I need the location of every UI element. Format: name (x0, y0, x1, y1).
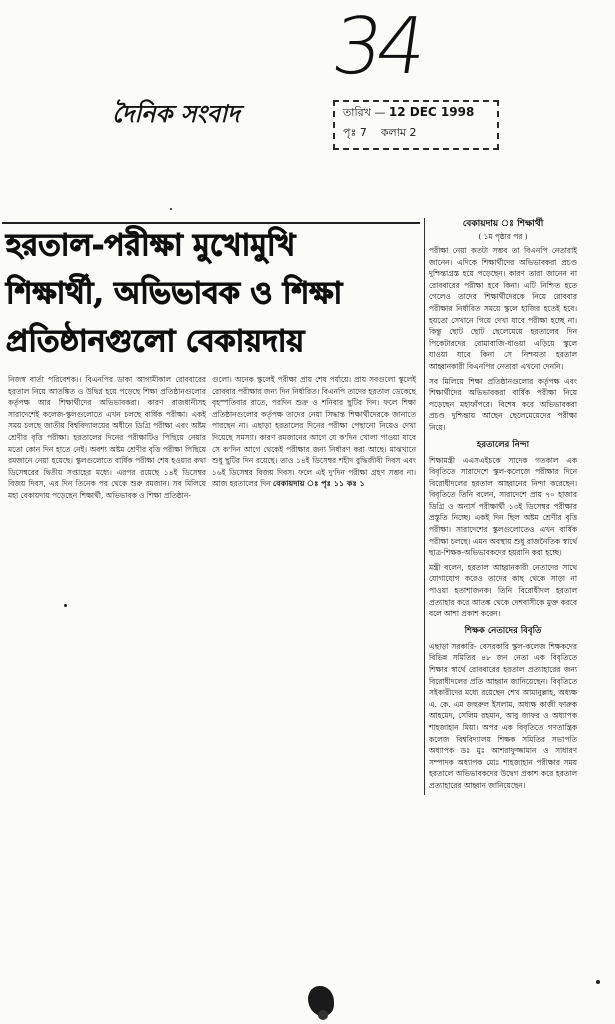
ink-blot-drip (318, 1010, 328, 1020)
newspaper-masthead: দৈনিক সংবাদ (112, 99, 240, 128)
stamp-column-label: কলাম (380, 126, 407, 139)
continuation-heading: বেকায়দায় ঃ শিক্ষার্থী (462, 219, 544, 229)
stamp-separator: — (374, 106, 386, 119)
article-column-2 (212, 374, 416, 490)
continuation-paragraph-2: সব মিলিয়ে শিক্ষা প্রতিষ্ঠানগুলোর কর্তৃপক্ষ এবং শিক্ষার্থীদের অভিভাবকরা বার্ষিক পরীক্ষা নিয়ে পড়েছেন মহাফাঁপরে। বিশেষ করে অভিভাবকরা প্রচণ্ড দুশ্চিন্তায় আছেন ছেলেমেয়েদের পরীক্ষা নিয়ে। (429, 376, 577, 432)
stamp-date-value: 12 DEC 1998 (388, 105, 475, 119)
continuation-subheading: ( ১ম পৃষ্ঠার পর ) (478, 232, 528, 241)
article-headline (6, 222, 412, 366)
headline-line-2: শিক্ষার্থী, অভিভাবক ও শিক্ষা (6, 276, 343, 311)
condemnation-subheading: হরতালের নিন্দা (476, 439, 530, 450)
article-column-1: নিজস্ব বার্তা পরিবেশক।। বিএনপির ডাকা আগামীকাল রোববারের হরতাল নিয়ে আতঙ্কিত ও উদ্বিগ্ন হয়ে পড়েছে শিক্ষা প্রতিষ্ঠানগুলোর কর্তৃপক্ষ আর শিক্ষার্থীদের অভিভাবকরা। কারণ রাজধানীসহ সারাদেশেই কলেজ-স্কুলগুলোতে এখন চলছে বার্ষিক পরীক্ষা। একই সময় চলছে জাতীয় বিশ্ববিদ্যালয়ের অধীনে ডিগ্রি পরীক্ষা এবং অষ্টম শ্রেণীর বৃত্তি পরীক্ষা। হরতালের দিনের পরীক্ষাটিও পিছিয়ে নেয়ার মতো কোন দিন হাতে নেই। অবশ্য অষ্টম শ্রেণীর বৃত্তি পরীক্ষা পিছিয়ে রমজানে নেয়া হয়েছে। স্কুলগুলোতে বার্ষিক পরীক্ষা শেষ হওয়ার কথা ডিসেম্বরের দ্বিতীয় সপ্তাহের মধ্যে। এরপর রয়েছে ১৪ই ডিসেম্বর বিজয় দিবস, এর দিন তিনেক পর থেকে শুরু রমজান। সব মিলিয়ে মহা বেকায়দায় পড়েছেন শিক্ষার্থী, অভিভাবক ও শিক্ষা প্রতিষ্ঠান- (8, 375, 206, 500)
scan-speck (170, 208, 172, 210)
headline-line-1: হরতাল-পরীক্ষা মুখোমুখি (6, 228, 296, 263)
condemnation-paragraph-2: মন্ত্রী বলেন, হরতাল আহ্বানকারী নেতাদের সাথে যোগাযোগ করেও তাদের কাছ থেকে সাড়া না পাওয়া হতাশাজনক। তিনি বিরোধীদল হরতাল প্রত্যাহার করে আতঙ্ক থেকে দেশবাসীকে মুক্ত করবে বলে আশা প্রকাশ করেন। (429, 562, 577, 619)
stamp-date-row (343, 104, 474, 123)
continuation-paragraph-1: পরীক্ষা নেয়া কতটা সম্ভব তা বিএনপি নেতারাই জানেন। এদিকে শিক্ষার্থীদের অভিভাবকরা প্রচণ্ড দুশ্চিন্তাগ্রস্ত হয়ে পড়েছেন। কারণ তারা জানেন না রোববারের পরীক্ষা হবে কিনা। এটি নিশ্চিত হতে গেলেও তাদের শিক্ষার্থীদেরকে নিয়ে রোববার পরীক্ষার নির্ধারিত সময়ে স্কুলে হাজির হতেই হবে। হয়তো সেখানে গিয়ে দেখা যাবে পরীক্ষা হচ্ছে না। কিন্তু ছোট ছোট ছেলেমেয়ে হরতালের দিন পিকেটারদের বোমাবাজি-ধাওয়া এড়িয়ে স্কুলে যাওয়া যাবে কিনা সে নিশ্চয়তা হরতাল আহ্বানকারী বিএনপির নেতারা এখনো দেননি। (429, 246, 577, 371)
teachers-statement-subheading: শিক্ষক নেতাদের বিবৃতি (464, 625, 542, 636)
continuation-column (424, 218, 577, 795)
continued-on-label: বেকায়দায় ঃ পৃঃ ১১ কঃ ১ (272, 479, 365, 489)
article-column-2-text: গুলো। অনেক স্কুলেই পরীক্ষা প্রায় শেষ পর্যায়ে। প্রায় সবগুলো স্কুলেই রোববার পরীক্ষার জন্য দিন নির্ধারিত। বিএনপি তাদের হরতাল ডেকেছে বৃহস্পতিবার রাতে, পরদিন শুক্র ও শনিবার ছুটির দিন। ফলে শিক্ষা প্রতিষ্ঠানগুলোর কর্তৃপক্ষ তাদের নেয়া সিদ্ধান্ত শিক্ষার্থীদেরকে জানাতে পারছেন না। এছাড়া হরতালের দিনের পরীক্ষা পেছানো নিয়েও দেখা দিয়েছে সমস্যা। কারণ রমজানের আগে যে ক'দিন খোলা পাওয়া যাবে সে ক'দিন আগে থেকেই পরীক্ষার জন্য নির্ধারণ করা আছে। মাঝখানে শুধু ছুটির দিন রয়েছে। তাও ১৪ই ডিসেম্বর শহীদ বুদ্ধিজীবী দিবস এবং ১৬ই ডিসেম্বর বিজয় দিবস। ফলে এই দু'দিন পরীক্ষা গ্রহণ সম্ভব না। আজ হরতালের দিন (212, 375, 416, 489)
stamp-column-value: 2 (409, 126, 417, 139)
stamp-date-label: তারিখ (343, 106, 371, 119)
condemnation-paragraph-1: শিক্ষামন্ত্রী এএসএইচকে সাদেক গতকাল এক বিবৃতিতে সারাদেশে স্কুল-কলেজে পরীক্ষার দিনে বিরোধীদলের হরতাল আহ্বানের নিন্দা করেছেন। বিবৃতিতে তিনি বলেন, সারাদেশে প্রায় ৭০ হাজার ডিগ্রি ও অনার্স পরীক্ষার্থী ১৩ই ডিসেম্বর পরীক্ষার প্রস্তুতি নিচ্ছে। একই দিন ছিল অষ্টম শ্রেণীর বৃত্তি পরীক্ষা। সারাদেশের স্কুলগুলোতেও এখন বার্ষিক পরীক্ষা চলছে। এমন অবস্থায় শুধু রাজনৈতিক স্বার্থে ছাত্র-শিক্ষক-অভিভাবকদের হয়রানি করা হচ্ছে। (429, 455, 577, 558)
stamp-page-label: পৃঃ (343, 126, 357, 139)
handwritten-page-number: 34 (326, 2, 427, 92)
headline-line-3: প্রতিষ্ঠানগুলো বেকায়দায় (6, 324, 305, 359)
scan-speck (596, 980, 600, 984)
stamp-page-value: 7 (359, 126, 367, 139)
teachers-statement-paragraph: এছাড়া সরকারি- বেসরকারি স্কুল-কলেজ শিক্ষকদের বিভিন্ন সমিতির ৪৮ জন নেতা এক বিবৃতিতে শিক্ষার স্বার্থে রোববারের হরতাল প্রত্যাহারের জন্য বিরোধীদলের প্রতি আহ্বান জানিয়েছেন। বিবৃতিতে সইকারীদের মধ্যে রয়েছেন শেখ আমানুল্লাহ, অধ্যক্ষ এ. কে. এম জহুরুল ইসলাম, অধ্যক্ষ কাজী ফারুক আহমেদ, সেলিম রহমান, আবু জাফর ও অধ্যাপক শাহজাহান মিয়া। অপর এক বিবৃতিতে গণতান্ত্রিক কলেজ বিশ্ববিদ্যালয় শিক্ষক সমিতির সভাপতি অধ্যাপক ডঃ মুঃ আশরাফুজ্জামান ও সাধারণ সম্পাদক অধ্যাপক মোঃ শাহজাহান পরীক্ষার সময় হরতালে অভিভাবকদের উদ্বেগ প্রকাশ করে হরতাল প্রত্যাহারের আহ্বান জানিয়েছেন। (429, 641, 577, 790)
scan-speck (64, 604, 67, 607)
stamp-page-row (343, 124, 417, 143)
